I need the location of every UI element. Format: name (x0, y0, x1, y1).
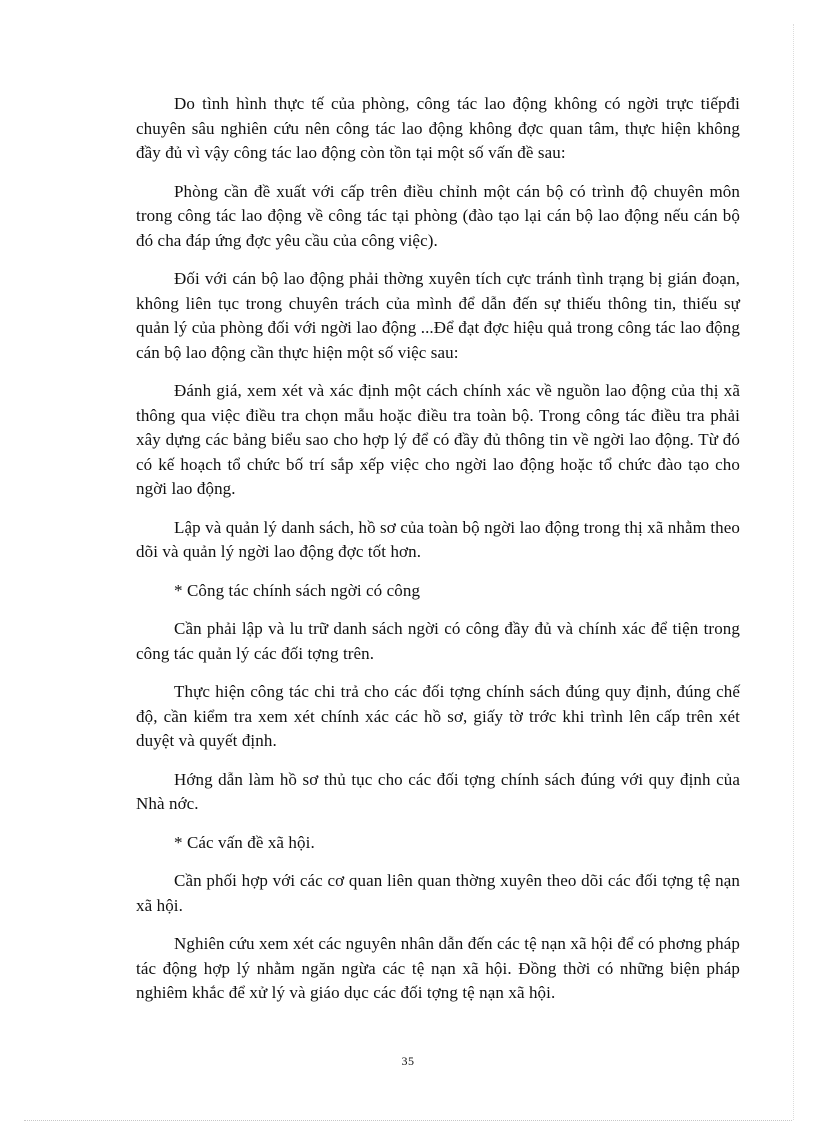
paragraph-labor-issues-intro: Do tình hình thực tế của phòng, công tác lao động không có ngời trực tiếpđi chuyên sâu nghiên cứu nên công tác lao động không đợc quan tâm, thực hiện không đầy đủ vì vậy công tác lao động còn tồn tại một số vấn đề sau: (136, 94, 740, 162)
paragraph-research-causes: Nghiên cứu xem xét các nguyên nhân dẫn đến các tệ nạn xã hội để có phơng pháp tác động hợp lý nhằm ngăn ngừa các tệ nạn xã hội. Đồng thời có những biện pháp nghiêm khắc để xử lý và giáo dục các đối tợng tệ nạn xã hội. (136, 934, 740, 1002)
paragraph-manage-records: Lập và quản lý danh sách, hồ sơ của toàn bộ ngời lao động trong thị xã nhằm theo dõi và quản lý ngời lao động đợc tốt hơn. (136, 517, 740, 561)
heading-social-issues: * Các vấn đề xã hội. (174, 832, 315, 852)
heading-meritorious-policy: * Công tác chính sách ngời có công (174, 580, 421, 600)
document-body (136, 92, 740, 1020)
paragraph-policy-payment: Thực hiện công tác chi trả cho các đối tợng chính sách đúng quy định, đúng chế độ, cần kiểm tra xem xét chính xác các hồ sơ, giấy tờ trớc khi trình lên cấp trên xét duyệt và quyết định. (136, 682, 740, 750)
paragraph-meritorious-list: Cần phải lập và lu trữ danh sách ngời có công đầy đủ và chính xác để tiện trong công tác quản lý các đối tợng trên. (136, 619, 740, 663)
paragraph-coordinate-agencies: Cần phối hợp với các cơ quan liên quan thờng xuyên theo dõi các đối tợng tệ nạn xã hội. (136, 871, 740, 915)
paragraph-assess-labor-source: Đánh giá, xem xét và xác định một cách chính xác về nguồn lao động của thị xã thông qua việc điều tra chọn mẫu hoặc điều tra toàn bộ. Trong công tác điều tra phải xây dựng các bảng biểu sao cho hợp lý để có đầy đủ thông tin về ngời lao động. Từ đó có kế hoạch tổ chức bố trí sắp xếp việc cho ngời lao động hoặc tổ chức đào tạo cho ngời lao động. (136, 381, 740, 498)
paragraph-guide-procedures: Hớng dẫn làm hồ sơ thủ tục cho các đối tợng chính sách đúng với quy định của Nhà nớc. (136, 769, 740, 813)
paragraph-labor-officer-duties: Đối với cán bộ lao động phải thờng xuyên tích cực tránh tình trạng bị gián đoạn, không liên tục trong chuyên trách của mình để dẫn đến sự thiếu thông tin, thiếu sự quản lý của phòng đối với ngời lao động ...Để đạt đợc hiệu quả trong công tác lao động cán bộ lao động cần thực hiện một số việc sau: (136, 269, 740, 362)
right-page-border (793, 24, 794, 1120)
paragraph-propose-staff: Phòng cần đề xuất với cấp trên điều chỉnh một cán bộ có trình độ chuyên môn trong công tác lao động về công tác tại phòng (đào tạo lại cán bộ lao động nếu cán bộ đó cha đáp ứng đợc yêu cầu của công việc). (136, 181, 740, 250)
bottom-page-border (24, 1120, 792, 1121)
page-number: 35 (401, 1054, 415, 1068)
